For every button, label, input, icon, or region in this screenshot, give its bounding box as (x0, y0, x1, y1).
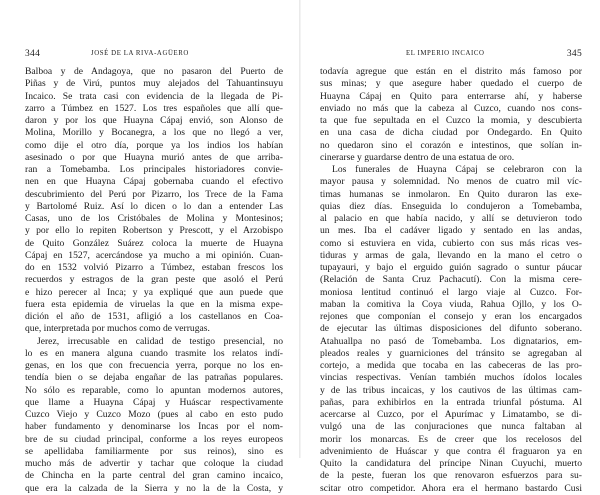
text-line: pleados reales y guarniciones del tránsito se agregaban al (320, 347, 582, 359)
text-line: Atahuallpa no pasó de Tomebamba. Los dignatarios, em- (320, 335, 582, 347)
text-line: quias diez días. Enseguida lo condujeron a Tomebamba, (320, 200, 582, 212)
text-line: bre de su ciudad principal, conforme a los reyes europeos (25, 433, 283, 445)
text-line: Huayna Cápaj en Quito para enterrarse ahí, y haberse (320, 90, 582, 102)
text-line: de ejecutar las últimas disposiciones del difunto soberano. (320, 323, 582, 335)
text-line: ran a Tomebamba. Los principales historiadores convie- (25, 164, 283, 175)
right-page-number: 345 (566, 49, 582, 59)
left-page-body (25, 66, 283, 495)
text-line: moniosa lentitud continuó el largo viaje al Cuzco. For- (320, 286, 582, 298)
text-line: tiduras y armas de gala, llevando en la mano el cetro o (320, 249, 582, 261)
right-page-header (320, 49, 582, 61)
text-line: maban la comitiva la Coya viuda, Rahua Ojllo, y los O- (320, 298, 582, 310)
text-line: mayor pausa y solemnidad. No menos de cuatro mil víc- (320, 176, 582, 188)
text-line: advenimiento de Huáscar y que contra él fraguaron ya en (320, 445, 582, 457)
text-line: y de las tribus incaicas, y los cautivos de las últimas cam- (320, 384, 582, 396)
text-line: enviado no más que la cabeza al Cuzco, cuando nos cons- (320, 102, 582, 114)
text-line: que, interpretada por muchos como de verrugas. (25, 323, 210, 335)
text-line: Incaico. Se trata casi con evidencia de la llegada de Pi- (25, 90, 283, 102)
text-line: ta que fue sepultada en el Cuzco la momia, y descubierta (320, 115, 582, 126)
text-line: un mes. Iba el cadáver ligado y sentado en las andas, (320, 225, 582, 237)
right-running-head: EL IMPERIO INCAICO (406, 50, 485, 57)
text-line: genas, en los que con frecuencia yerra, porque no los en- (25, 360, 283, 371)
text-line: que era la calzada de la Sierra y no la de la Costa, y (25, 482, 283, 494)
right-page (300, 0, 600, 494)
text-line: de Chincha en la parte central del gran camino incaico, (25, 470, 283, 482)
text-line: morir los monarcas. Es de creer que los recelosos del (320, 433, 582, 445)
text-line: Cuzco Viejo y Cuzco Mozo (pues al cabo en esto pudo (25, 409, 283, 420)
text-line: Los funerales de Huayna Cápaj se celebraron con la (332, 164, 582, 175)
text-line: cinerarse y guardarse dentro de una estatua de oro. (320, 151, 515, 163)
left-running-head: JOSÉ DE LA RIVA-AGÜERO (91, 50, 189, 57)
text-line: Jerez, irrecusable en calidad de testigo presencial, no (37, 335, 283, 347)
text-line: lo es en manera alguna cuando trasmite los relatos indí- (25, 347, 283, 359)
text-line: pañas, para exhibirlos en la entrada triunfal póstuma. Al (320, 396, 582, 408)
text-line: como dije el otro día, porque ya los indios los habían (25, 139, 283, 151)
text-line: recuerdos y estragos de la gran peste que asoló el Perú (25, 274, 283, 286)
text-line: zarro a Túmbez en 1527. Los tres españoles que allí que- (25, 102, 283, 114)
right-page-body (320, 66, 582, 495)
text-line: haber fundamento y denominarse los Incas por el nom- (25, 421, 283, 433)
text-line: de Quito González Suárez coloca la muerte de Huayna (25, 237, 283, 249)
text-line: todavía agregue que están en el distrito más famoso por (320, 66, 582, 77)
text-line: vulgó una de las conjuraciones que nunca faltaban al (320, 421, 582, 433)
text-line: timas humanas se inmolaron. En Quito duraron las exe- (320, 188, 582, 200)
text-line: Quito la candidatura del príncipe Ninan Cuyuchi, muerto (320, 458, 582, 469)
text-line: y por ello lo repiten Robertson y Prescott, y el Arzobispo (25, 225, 283, 237)
text-line: e hizo perecer al Inca; y ya expliqué que aun puede que (25, 286, 283, 298)
text-line: No sólo es reparable, como lo apuntan modernos autores, (25, 384, 283, 396)
text-line: Casas, uno de los Cristóbales de Molina y Montesinos; (25, 213, 283, 224)
text-line: Molina, Morillo y Bocanegra, a los que no llegó a ver, (25, 127, 283, 139)
text-line: Piñas y de Virú, puntos muy alejados del Tahuantinsuyu (25, 78, 283, 90)
text-line: fuera esta epidemia de viruelas la que en la misma expe- (25, 298, 283, 310)
text-line: mucho más de advertir y tachar que coloque la ciudad (25, 458, 283, 469)
text-line: Cápaj en 1527, acercándose ya mucho a mi opinión. Cuan- (25, 249, 283, 261)
left-page-header (25, 49, 283, 61)
text-line: do en 1532 volvió Pizarro a Túmbez, estaban frescos los (25, 262, 283, 273)
text-line: tendía bien o se dejaba engañar de las patrañas populares. (25, 372, 283, 384)
text-line: Balboa y de Andagoya, que no pasaron del Puerto de (25, 66, 283, 77)
text-line: daron y por los que Huayna Cápaj envió, son Alonso de (25, 115, 283, 126)
text-line: en una casa de dicha ciudad por Ondegardo. En Quito (320, 127, 582, 139)
text-line: no quedaron sino el corazón e intestinos, que solían in- (320, 139, 582, 151)
text-line: de la peste, fueran los que renovaron esfuerzos para su- (320, 470, 582, 482)
text-line: que llame a Huayna Cápaj y Huáscar respectivamente (25, 396, 283, 408)
text-line: dición el año de 1531, afligió a los castellanos en Coa- (25, 311, 283, 322)
text-line: vincias respectivas. Venían también muchos ídolos locales (320, 372, 582, 384)
text-line: al palacio en que había nacido, y allí se detuvieron todo (320, 213, 582, 224)
text-line: scitar otro competidor. Ahora era el hermano bastardo Cusi (320, 482, 582, 494)
text-line: como si estuviera en vida, cubierto con sus más ricas ves- (320, 237, 582, 249)
text-line: asesinado o por que Huayna murió antes de que arriba- (25, 151, 283, 163)
left-page-number: 344 (25, 49, 41, 59)
text-line: rejones que componían el consejo y eran los encargados (320, 311, 582, 322)
left-page (0, 0, 300, 494)
text-line: descubrimiento del Perú por Pizarro, los Trece de la Fama (25, 188, 283, 200)
text-line: y Bartolomé Ruiz. Así lo dicen o lo dan a entender Las (25, 200, 283, 212)
text-line: acercarse al Cuzco, por el Apurímac y Limatambo, se di- (320, 409, 582, 420)
text-line: (Relación de Santa Cruz Pachacutí). Con la misma cere- (320, 274, 582, 286)
text-line: sus minas; y que asegure haber quedado el cuerpo de (320, 78, 582, 90)
text-line: nen en que Huayna Cápaj gobernaba cuando el efectivo (25, 176, 283, 188)
text-line: tupayauri, y bajo el erguido guión sagrado o suntur páucar (320, 262, 582, 273)
text-line: se apellidaba familiarmente por sus reinos), sino es (25, 445, 283, 457)
text-line: cortejo, a medida que tocaba en las cabeceras de las pro- (320, 360, 582, 371)
